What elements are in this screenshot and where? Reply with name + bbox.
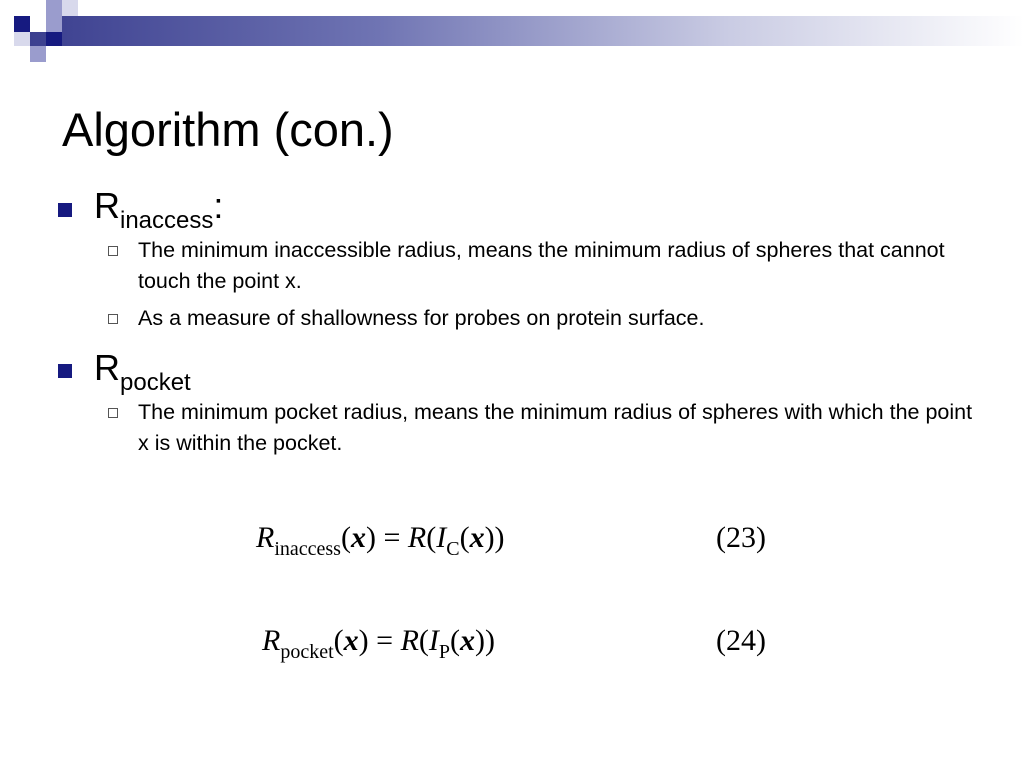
- equation-rhs-subscript: P: [438, 641, 451, 663]
- header-square: [30, 46, 46, 62]
- bullet-heading-suffix: :: [213, 185, 224, 226]
- header-square: [30, 16, 46, 32]
- sub-bullet-text: The minimum inaccessible radius, means the minimum radius of spheres that cannot touch the point x.: [138, 238, 945, 293]
- bullet-marker: [58, 203, 72, 217]
- sub-bullet-text: As a measure of shallowness for probes on protein surface.: [138, 306, 705, 330]
- header-square: [14, 32, 30, 46]
- header-square: [14, 16, 30, 32]
- header-gradient-bar: [30, 16, 1024, 46]
- header-square: [46, 0, 62, 16]
- slide-title: Algorithm (con.): [62, 103, 394, 156]
- bullet-heading-subscript: inaccess: [120, 207, 214, 234]
- header-square: [46, 32, 62, 46]
- sub-bullet-marker: [108, 408, 118, 418]
- bullet-heading-r-inaccess: [94, 185, 224, 234]
- bullet-heading-r-pocket: [94, 347, 191, 396]
- equation-r-inaccess: $R_{inaccess}(x) = R(I_C(x))$: [256, 521, 505, 560]
- equation-rhs-subscript: C: [446, 538, 460, 560]
- equation-r-pocket: $R_{pocket}(x) = R(I_P(x))$: [262, 624, 495, 663]
- bullet-heading-main: R: [94, 347, 120, 388]
- sub-bullet-marker: [108, 246, 118, 256]
- bullet-marker: [58, 364, 72, 378]
- sub-bullet-text: The minimum pocket radius, means the minimum radius of spheres with which the point x is within the pocket.: [138, 400, 973, 455]
- equation-lhs-subscript: inaccess: [274, 538, 341, 560]
- header-square: [30, 0, 46, 16]
- equation-number: (23): [716, 521, 766, 554]
- bullet-heading-main: R: [94, 185, 120, 226]
- bullet-heading-subscript: pocket: [120, 369, 191, 396]
- header-square: [46, 16, 62, 32]
- equation-lhs-subscript: pocket: [280, 641, 334, 663]
- sub-bullet-marker: [108, 314, 118, 324]
- equation-number: (24): [716, 624, 766, 657]
- header-square: [62, 0, 78, 16]
